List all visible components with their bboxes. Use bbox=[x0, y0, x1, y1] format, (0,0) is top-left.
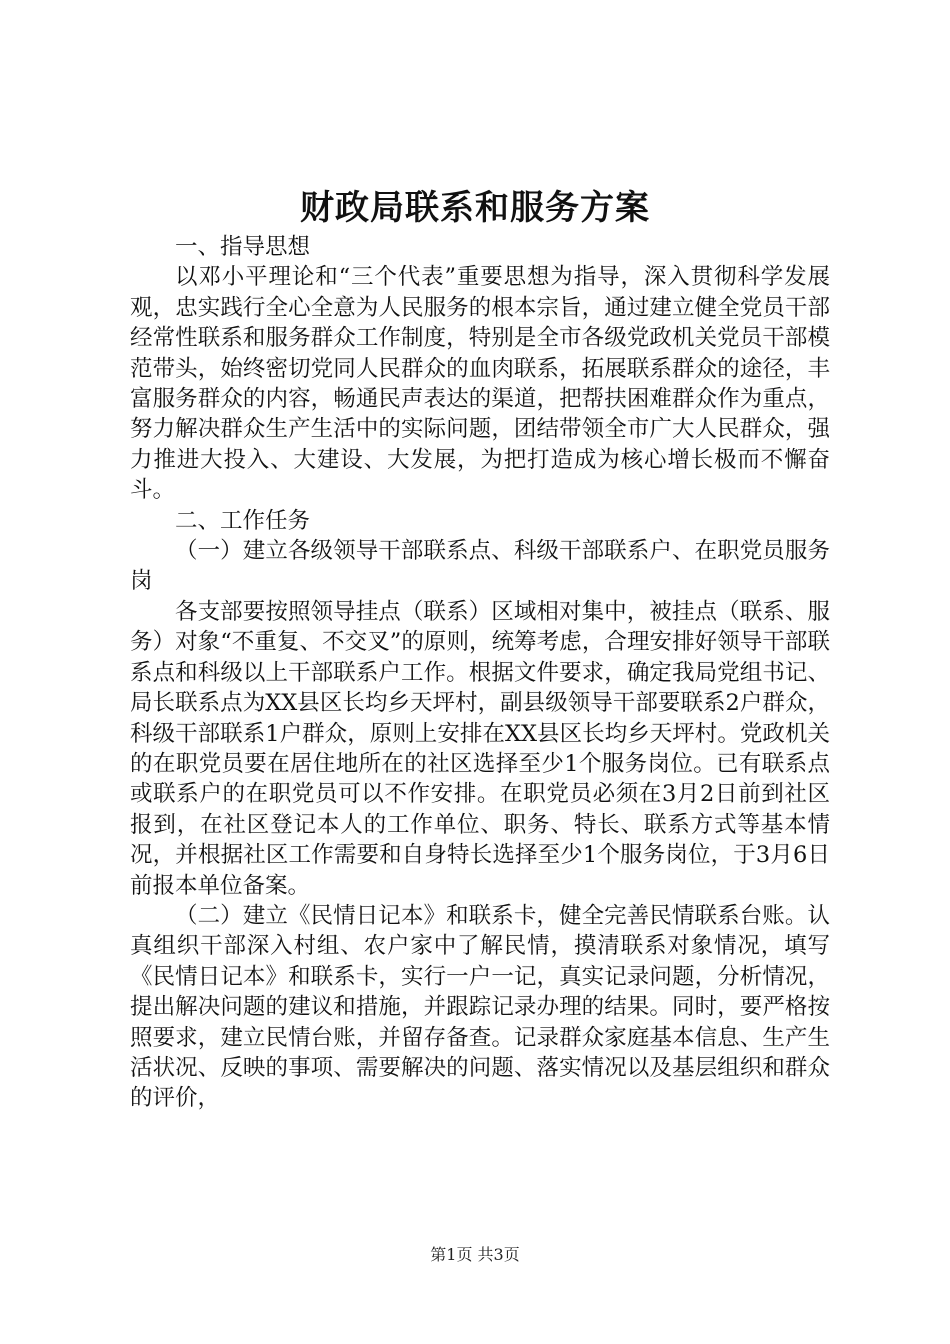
document-title: 财政局联系和服务方案 bbox=[300, 188, 650, 228]
subheading-task-1: （一）建立各级领导干部联系点、科级干部联系户、在职党员服务岗 bbox=[130, 538, 830, 595]
paragraph-guiding-ideology: 以邓小平理论和“三个代表”重要思想为指导，深入贯彻科学发展观，忠实践行全心全意为人民服务的根本宗旨，通过建立健全党员干部经常性联系和服务群众工作制度，特别是全市各级党政机关党员干部模范带头，始终密切党同人民群众的血肉联系，拓展联系群众的途径，丰富服务群众的内容，畅通民声表达的渠道，把帮扶困难群众作为重点，努力解决群众生产生活中的实际问题，团结带领全市广大人民群众，强力推进大投入、大建设、大发展，为把打造成为核心增长极而不懈奋斗。 bbox=[130, 264, 830, 504]
document-body bbox=[130, 232, 830, 1114]
section-heading-work-tasks: 二、工作任务 bbox=[175, 507, 311, 534]
section-heading-guiding-ideology: 一、指导思想 bbox=[175, 234, 311, 260]
page-footer: 第1页 共3页 bbox=[430, 1245, 520, 1264]
paragraph-task-1: 各支部要按照领导挂点（联系）区域相对集中，被挂点（联系、服务）对象“不重复、不交叉”的原则，统筹考虑，合理安排好领导干部联系点和科级以上干部联系户工作。根据文件要求，确定我局党组书记、局长联系点为XX县区长均乡天坪村，副县级领导干部要联系2户群众，科级干部联系1户群众，原则上安排在XX县区长均乡天坪村。党政机关的在职党员要在居住地所在的社区选择至少1个服务岗位。已有联系点或联系户的在职党员可以不作安排。在职党员必须在3月2日前到社区报到，在社区登记本人的工作单位、职务、特长、联系方式等基本情况，并根据社区工作需要和自身特长选择至少1个服务岗位，于3月6日前报本单位备案。 bbox=[130, 598, 830, 899]
paragraph-task-2: （二）建立《民情日记本》和联系卡，健全完善民情联系台账。认真组织干部深入村组、农户家中了解民情，摸清联系对象情况，填写《民情日记本》和联系卡，实行一户一记，真实记录问题，分析情况，提出解决问题的建议和措施，并跟踪记录办理的结果。同时，要严格按照要求，建立民情台账，并留存备查。记录群众家庭基本信息、生产生活状况、反映的事项、需要解决的问题、落实情况以及基层组织和群众的评价， bbox=[130, 902, 830, 1112]
